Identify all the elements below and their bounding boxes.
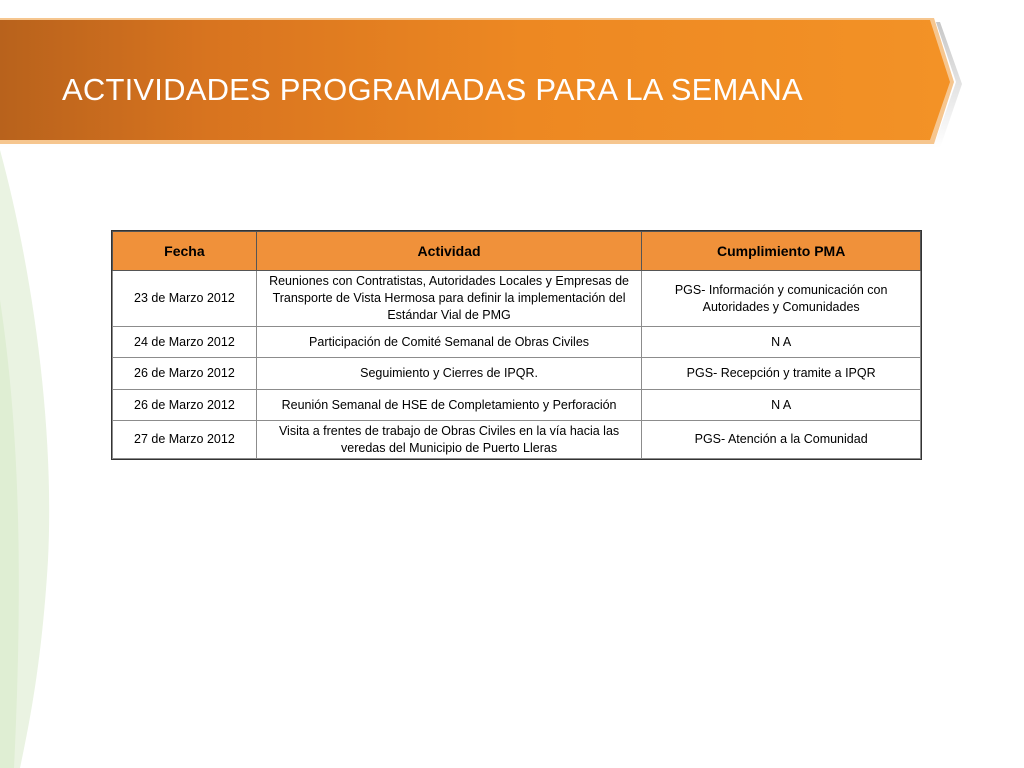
cell-cumplimiento: PGS- Atención a la Comunidad bbox=[642, 421, 921, 459]
table-row bbox=[113, 358, 921, 390]
header-cumplimiento: Cumplimiento PMA bbox=[642, 232, 921, 271]
cell-fecha: 27 de Marzo 2012 bbox=[113, 421, 257, 459]
slide-title: ACTIVIDADES PROGRAMADAS PARA LA SEMANA bbox=[62, 72, 803, 107]
cell-actividad: Visita a frentes de trabajo de Obras Civiles en la vía hacia las veredas del Municipio de Puerto Lleras bbox=[256, 421, 641, 459]
table-row bbox=[113, 271, 921, 327]
cell-actividad: Seguimiento y Cierres de IPQR. bbox=[256, 358, 641, 390]
table-row bbox=[113, 327, 921, 358]
cell-actividad: Reunión Semanal de HSE de Completamiento y Perforación bbox=[256, 390, 641, 421]
cell-cumplimiento: N A bbox=[642, 327, 921, 358]
cell-cumplimiento: N A bbox=[642, 390, 921, 421]
cell-fecha: 24 de Marzo 2012 bbox=[113, 327, 257, 358]
cell-fecha: 23 de Marzo 2012 bbox=[113, 271, 257, 327]
cell-actividad: Reuniones con Contratistas, Autoridades Locales y Empresas de Transporte de Vista Hermosa para definir la implementación del Estándar Vial de PMG bbox=[256, 271, 641, 327]
cell-fecha: 26 de Marzo 2012 bbox=[113, 390, 257, 421]
header-fecha: Fecha bbox=[113, 232, 257, 271]
cell-cumplimiento: PGS- Recepción y tramite a IPQR bbox=[642, 358, 921, 390]
table-row bbox=[113, 390, 921, 421]
activities-table bbox=[112, 231, 921, 459]
table-row bbox=[113, 421, 921, 459]
header-actividad: Actividad bbox=[256, 232, 641, 271]
cell-fecha: 26 de Marzo 2012 bbox=[113, 358, 257, 390]
cell-actividad: Participación de Comité Semanal de Obras Civiles bbox=[256, 327, 641, 358]
cell-cumplimiento: PGS- Información y comunicación con Autoridades y Comunidades bbox=[642, 271, 921, 327]
table-header-row bbox=[113, 232, 921, 271]
